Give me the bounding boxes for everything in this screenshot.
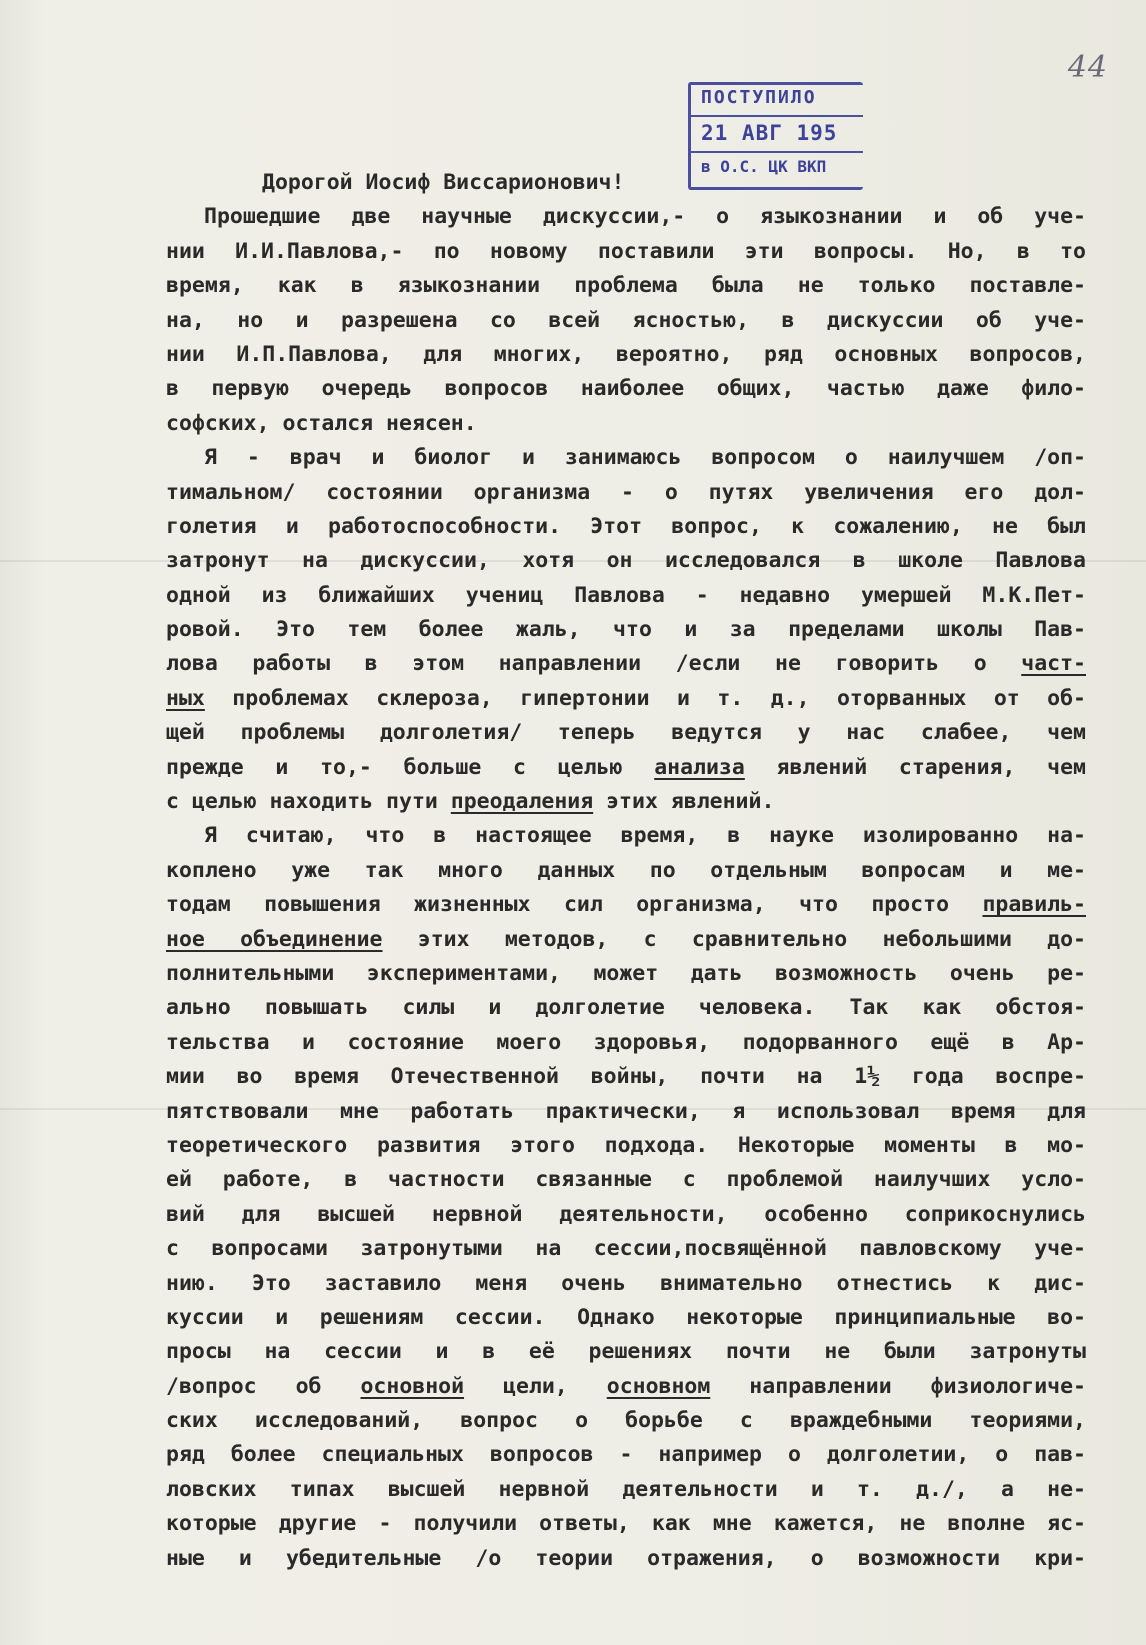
underlined-text: ное объединение bbox=[166, 926, 383, 952]
underlined-text: правиль- bbox=[982, 892, 1086, 918]
letter-line: полнительными экспериментами, может дать возможность очень ре- bbox=[166, 960, 1086, 986]
letter-line: Прошедшие две научные дискуссии,- о языкознании и об уче- bbox=[204, 204, 1086, 230]
underlined-text: част- bbox=[1021, 651, 1086, 677]
letter-line: Я - врач и биолог и занимаюсь вопросом о наилучшем /оп- bbox=[204, 445, 1086, 471]
stamp-line-received: ПОСТУПИЛО bbox=[701, 87, 817, 108]
letter-line: ей работе, в частности связанные с проблемой наилучших усло- bbox=[166, 1167, 1086, 1193]
letter-line: коплено уже так много данных по отдельным вопросам и ме- bbox=[166, 857, 1086, 883]
letter-line: ных проблемах склероза, гипертонии и т. д., оторванных от об- bbox=[166, 685, 1086, 711]
underlined-text: анализа bbox=[654, 754, 745, 780]
letter-line: на, но и разрешена со всей ясностью, в дискуссии об уче- bbox=[166, 307, 1086, 333]
letter-line: /вопрос об основной цели, основном направлении физиологиче- bbox=[166, 1373, 1087, 1399]
letter-line: лова работы в этом направлении /если не говорить о част- bbox=[166, 651, 1086, 677]
letter-lines bbox=[166, 200, 1086, 1576]
letter-line: куссии и решениям сессии. Однако некоторые принципиальные во- bbox=[166, 1304, 1086, 1330]
salutation: Дорогой Иосиф Виссарионович! bbox=[262, 170, 625, 195]
letter-line: вий для высшей нервной деятельности, особенно соприкоснулись bbox=[166, 1201, 1086, 1227]
letter-line: одной из ближайших учениц Павлова - недавно умершей М.К.Пет- bbox=[166, 582, 1086, 608]
underlined-text: преодаления bbox=[450, 789, 594, 815]
stamp-line-office: в О.С. ЦК ВКП bbox=[701, 157, 827, 176]
letter-line: нии И.П.Павлова, для многих, вероятно, ряд основных вопросов, bbox=[166, 341, 1086, 367]
letter-line: пятствовали мне работать практически, я использовал время для bbox=[166, 1098, 1086, 1124]
letter-line: ряд более специальных вопросов - например о долголетии, о пав- bbox=[166, 1442, 1086, 1468]
underlined-text: основном bbox=[606, 1373, 711, 1399]
letter-line: ные и убедительные /о теории отражения, о возможности кри- bbox=[166, 1545, 1086, 1571]
letter-line: щей проблемы долголетия/ теперь ведутся у нас слабее, чем bbox=[166, 720, 1086, 746]
underlined-text: ных bbox=[166, 685, 205, 711]
letter-line: прежде и то,- больше с целью анализа явлений старения, чем bbox=[166, 754, 1086, 780]
letter-line: которые другие - получили ответы, как мне кажется, не вполне яс- bbox=[166, 1511, 1086, 1537]
letter-line: мии во время Отечественной войны, почти на 1½ года воспре- bbox=[166, 1064, 1086, 1090]
letter-line: софских, остался неясен. bbox=[166, 410, 477, 436]
letter-line: ровой. Это тем более жаль, что и за пределами школы Пав- bbox=[166, 617, 1086, 643]
letter-line: ловских типах высшей нервной деятельности и т. д./, а не- bbox=[166, 1476, 1086, 1502]
letter-line: тимальном/ состоянии организма - о путях увеличения его дол- bbox=[166, 479, 1086, 505]
stamp-divider bbox=[691, 151, 863, 153]
letter-line: теоретического развития этого подхода. Некоторые моменты в мо- bbox=[166, 1132, 1086, 1158]
letter-line: Я считаю, что в настоящее время, в науке изолированно на- bbox=[204, 823, 1086, 849]
letter-line: ное объединение этих методов, с сравнительно небольшими до- bbox=[166, 926, 1086, 952]
letter-line: время, как в языкознании проблема была не только поставле- bbox=[166, 273, 1086, 299]
letter-line: ских исследований, вопрос о борьбе с враждебными теориями, bbox=[166, 1408, 1086, 1434]
letter-line: с целью находить пути преодаления этих явлений. bbox=[166, 789, 775, 815]
letter-line: затронут на дискуссии, хотя он исследовался в школе Павлова bbox=[166, 548, 1086, 574]
stamp-divider bbox=[691, 115, 863, 117]
letter-line: нию. Это заставило меня очень внимательно отнестись к дис- bbox=[166, 1270, 1086, 1296]
stamp-line-date: 21 АВГ 195 bbox=[701, 121, 838, 145]
letter-line: голетия и работоспособности. Этот вопрос, к сожалению, не был bbox=[166, 513, 1086, 539]
letter-line: с вопросами затронутыми на сессии,посвящённой павловскому уче- bbox=[166, 1236, 1086, 1262]
letter-line: тодам повышения жизненных сил организма, что просто правиль- bbox=[166, 892, 1086, 918]
underlined-text: основной bbox=[360, 1373, 465, 1399]
page-number: 44 bbox=[1067, 50, 1108, 85]
letter-line: просы на сессии и в её решениях почти не были затронуты bbox=[166, 1339, 1086, 1365]
letter-line: ально повышать силы и долголетие человека. Так как обстоя- bbox=[166, 995, 1086, 1021]
letter-line: нии И.И.Павлова,- по новому поставили эти вопросы. Но, в то bbox=[166, 238, 1086, 264]
letter-line: тельства и состояние моего здоровья, подорванного ещё в Ар- bbox=[166, 1029, 1086, 1055]
letter-body bbox=[166, 166, 1086, 1576]
letter-line: в первую очередь вопросов наиболее общих, частью даже фило- bbox=[166, 376, 1086, 402]
